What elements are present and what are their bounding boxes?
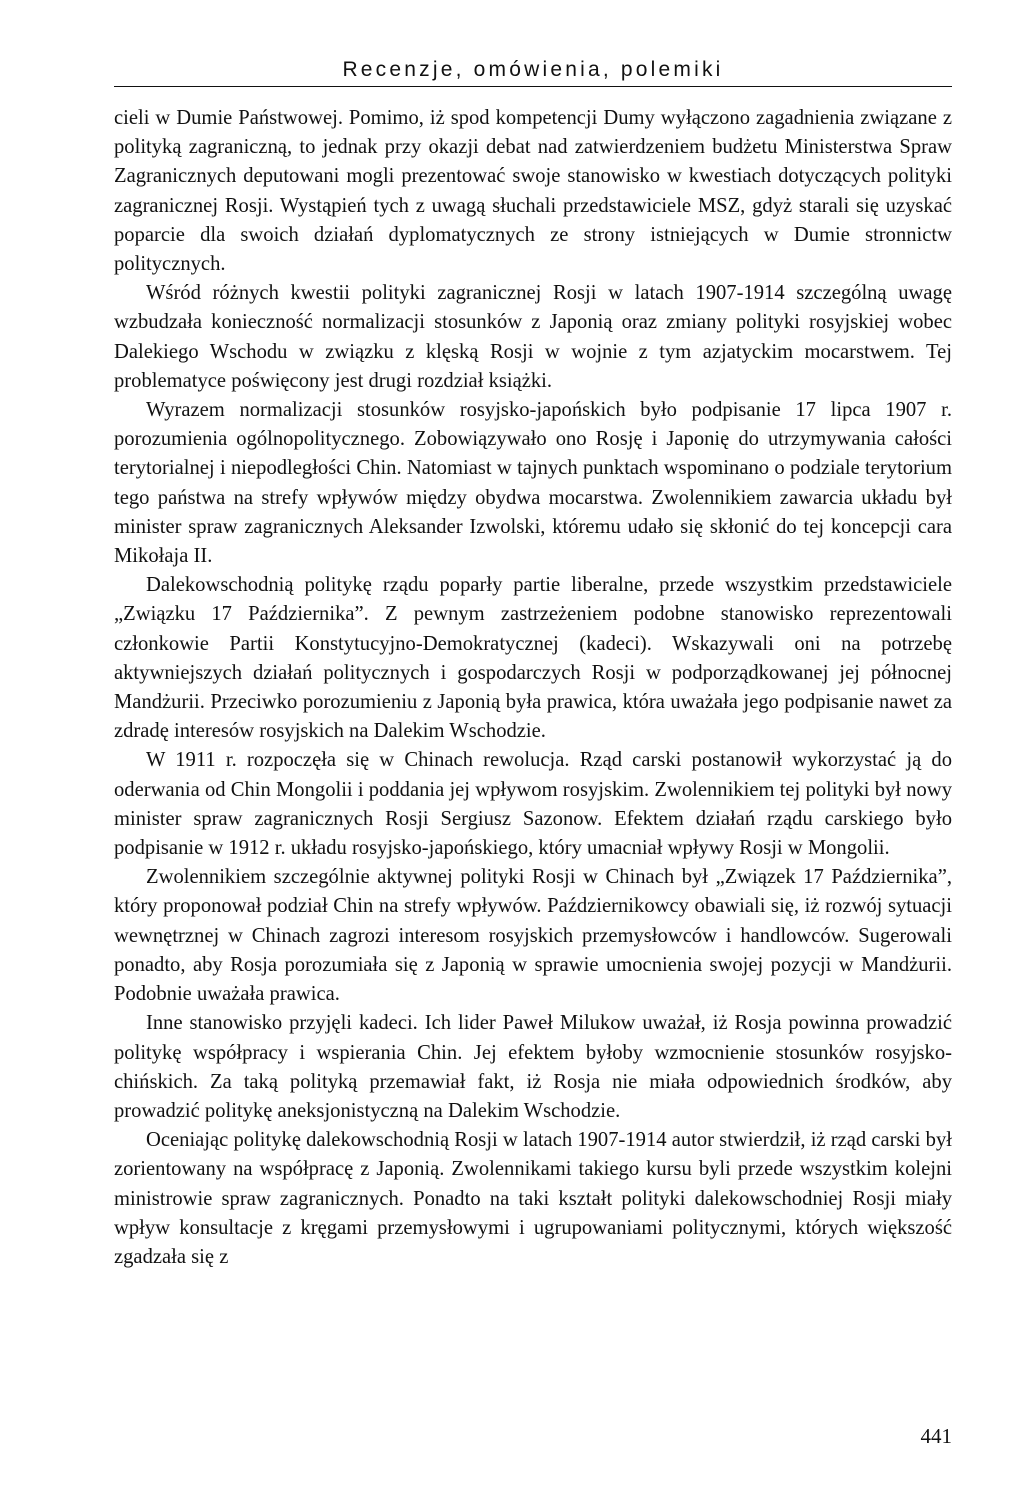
book-page: [114, 0, 952, 1487]
header-rule: [114, 86, 952, 87]
page-number: 441: [920, 1424, 952, 1448]
paragraph: Wśród różnych kwestii polityki zagranicznej Rosji w latach 1907-1914 szczególną uwagę wzbudzała konieczność normalizacji stosunków z Japonią oraz zmiany polityki rosyjskiej wobec Dalekiego Wschodu w związku z klęską Rosji w wojnie z tym azjatyckim mocarstwem. Tej problematyce poświęcony jest drugi rozdział książki.: [114, 282, 952, 392]
paragraph: Wyrazem normalizacji stosunków rosyjsko-japońskich było podpisanie 17 lipca 1907 r. porozumienia ogólnopolitycznego. Zobowiązywało ono Rosję i Japonię do utrzymywania całości terytorialnej i niepodległości Chin. Natomiast w tajnych punktach wspominano o podziale terytorium tego państwa na strefy wpływów między obydwa mocarstwa. Zwolennikiem zawarcia układu był minister spraw zagranicznych Aleksander Izwolski, któremu udało się skłonić do tej koncepcji cara Mikołaja II.: [114, 399, 952, 568]
paragraph: W 1911 r. rozpoczęła się w Chinach rewolucja. Rząd carski postanowił wykorzystać ją do oderwania od Chin Mongolii i poddania jej wpływom rosyjskim. Zwolennikiem tej polityki był nowy minister spraw zagranicznych Rosji Sergiusz Sazonow. Efektem działań rządu carskiego było podpisanie w 1912 r. układu rosyjsko-japońskiego, który umacniał wpływy Rosji w Mongolii.: [114, 749, 952, 860]
paragraph: Zwolennikiem szczególnie aktywnej polityki Rosji w Chinach był „Związek 17 Października”, który proponował podział Chin na strefy wpływów. Październikowcy obawiali się, iż rozwój sytuacji wewnętrznej w Chinach zagrozi interesom rosyjskich przemysłowców i handlowców. Sugerowali ponadto, aby Rosja porozumiała się z Japonią w sprawie umocnienia swojej pozycji w Mandżurii. Podobnie uważała prawica.: [114, 866, 952, 1006]
running-header: Recenzje, omówienia, polemiki: [342, 58, 724, 81]
paragraph: cieli w Dumie Państwowej. Pomimo, iż spod kompetencji Dumy wyłączono zagadnienia związane z polityką zagraniczną, to jednak przy okazji debat nad zatwierdzeniem budżetu Ministerstwa Spraw Zagranicznych deputowani mogli prezentować swoje stanowisko w kwestiach dotyczących polityki zagranicznej Rosji. Wystąpień tych z uwagą słuchali przedstawiciele MSZ, gdyż starali się uzyskać poparcie dla swoich działań dyplomatycznych ze strony istniejących w Dumie stronnictw politycznych.: [114, 107, 952, 276]
paragraph: Inne stanowisko przyjęli kadeci. Ich lider Paweł Milukow uważał, iż Rosja powinna prowadzić politykę współpracy i wspierania Chin. Jej efektem byłoby wzmocnienie stosunków rosyjsko-chińskich. Za taką polityką przemawiał fakt, iż Rosja nie miała odpowiednich środków, aby prowadzić politykę aneksjonistyczną na Dalekim Wschodzie.: [114, 1012, 952, 1122]
paragraph: Dalekowschodnią politykę rządu poparły partie liberalne, przede wszystkim przedstawiciele „Związku 17 Października”. Z pewnym zastrzeżeniem podobne stanowisko reprezentowali członkowie Partii Konstytucyjno-Demokratycznej (kadeci). Wskazywali oni na potrzebę aktywniejszych działań politycznych i gospodarczych Rosji w podporządkowanej jej północnej Mandżurii. Przeciwko porozumieniu z Japonią była prawica, która uważała jego podpisanie nawet za zdradę interesów rosyjskich na Dalekim Wschodzie.: [114, 574, 952, 743]
paragraph: Oceniając politykę dalekowschodnią Rosji w latach 1907-1914 autor stwierdził, iż rząd carski był zorientowany na współpracę z Japonią. Zwolennikami takiego kursu byli przede wszystkim kolejni ministrowie spraw zagranicznych. Ponadto na taki kształt polityki dalekowschodniej Rosji miały wpływ konsultacje z kręgami przemysłowymi i ugrupowaniami politycznymi, których większość zgadzała się z: [114, 1129, 952, 1268]
body-text: [114, 104, 952, 1272]
